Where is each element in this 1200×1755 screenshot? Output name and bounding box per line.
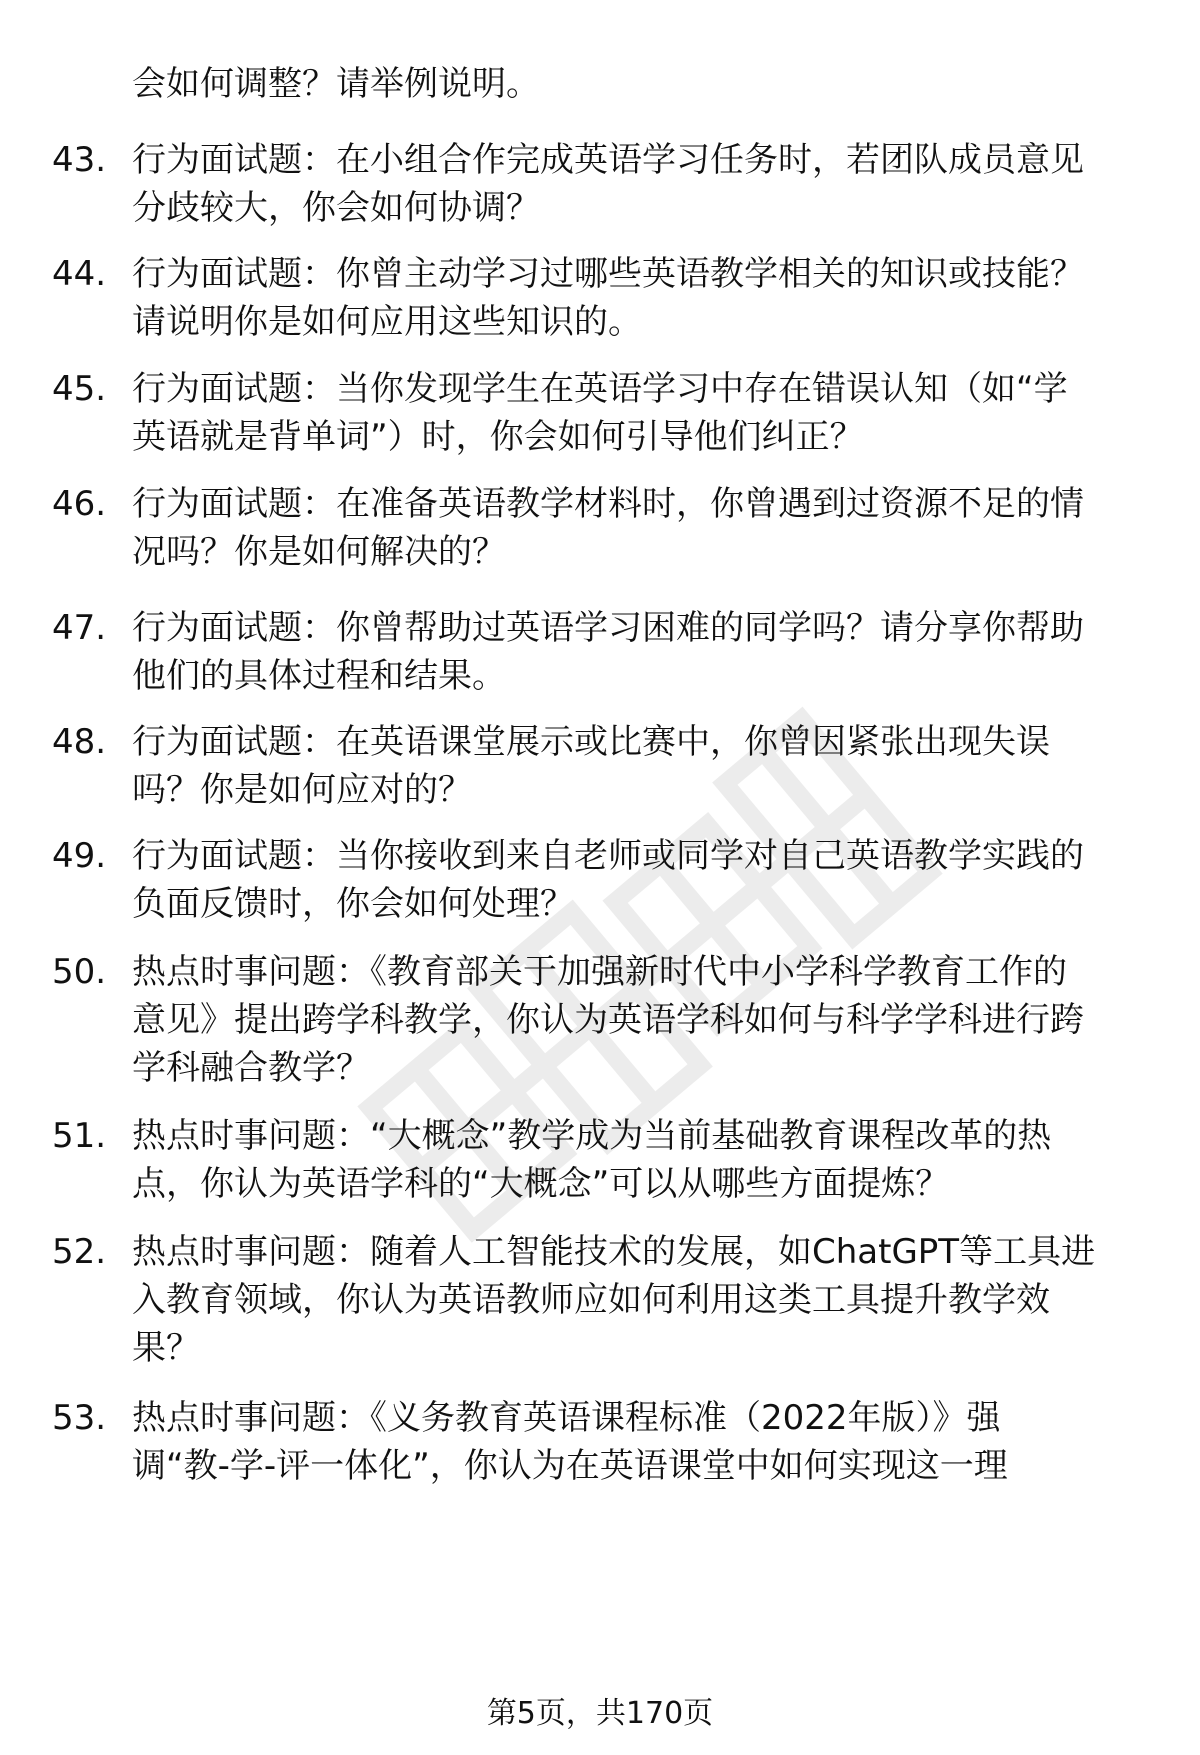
question-text-line: 行为面试题：在英语课堂展示或比赛中，你曾因紧张出现失误: [132, 722, 1050, 762]
question-text-line: 行为面试题：你曾帮助过英语学习困难的同学吗？请分享你帮助: [132, 608, 1084, 648]
question-text-line: 他们的具体过程和结果。: [132, 656, 506, 696]
question-text-line: 果？: [132, 1328, 200, 1368]
question-text-line: 行为面试题：当你接收到来自老师或同学对自己英语教学实践的: [132, 836, 1084, 876]
question-text-line: 热点时事问题：“大概念”教学成为当前基础教育课程改革的热: [132, 1116, 1052, 1156]
continuation-line: 会如何调整？请举例说明。: [132, 64, 540, 104]
question-text-line: 负面反馈时，你会如何处理？: [132, 884, 574, 924]
question-text-line: 行为面试题：在小组合作完成英语学习任务时，若团队成员意见: [132, 140, 1084, 180]
question-number: 46.: [52, 484, 107, 524]
question-number: 47.: [52, 608, 107, 648]
question-text-line: 请说明你是如何应用这些知识的。: [132, 302, 642, 342]
question-text-line: 入教育领域，你认为英语教师应如何利用这类工具提升教学效: [132, 1280, 1050, 1320]
question-number: 49.: [52, 836, 107, 876]
question-number: 43.: [52, 140, 107, 180]
question-text-line: 学科融合教学？: [132, 1048, 370, 1088]
question-text-line: 意见》提出跨学科教学，你认为英语学科如何与科学学科进行跨: [132, 1000, 1084, 1040]
question-text-line: 热点时事问题：《义务教育英语课程标准（2022年版）》强: [132, 1398, 1001, 1438]
question-number: 45.: [52, 369, 107, 409]
question-text-line: 热点时事问题：随着人工智能技术的发展，如ChatGPT等工具进: [132, 1232, 1096, 1272]
question-text-line: 热点时事问题：《教育部关于加强新时代中小学科学教育工作的: [132, 952, 1067, 992]
question-text-line: 分歧较大，你会如何协调？: [132, 188, 540, 228]
question-text-line: 调“教-学-评一体化”，你认为在英语课堂中如何实现这一理: [132, 1446, 1008, 1486]
question-text-line: 况吗？你是如何解决的？: [132, 532, 506, 572]
question-text-line: 行为面试题：在准备英语教学材料时，你曾遇到过资源不足的情: [132, 484, 1084, 524]
page-footer: 第5页，共170页: [486, 1696, 714, 1731]
question-text-line: 行为面试题：你曾主动学习过哪些英语教学相关的知识或技能？: [132, 254, 1084, 294]
question-text-line: 点，你认为英语学科的“大概念”可以从哪些方面提炼？: [132, 1164, 950, 1204]
question-text-line: 吗？你是如何应对的？: [132, 770, 472, 810]
question-number: 52.: [52, 1232, 107, 1272]
question-text-line: 英语就是背单词”）时，你会如何引导他们纠正？: [132, 417, 864, 457]
question-text-line: 行为面试题：当你发现学生在英语学习中存在错误认知（如“学: [132, 369, 1068, 409]
question-number: 51.: [52, 1116, 107, 1156]
question-number: 53.: [52, 1398, 107, 1438]
question-number: 48.: [52, 722, 107, 762]
question-number: 44.: [52, 254, 107, 294]
question-number: 50.: [52, 952, 107, 992]
